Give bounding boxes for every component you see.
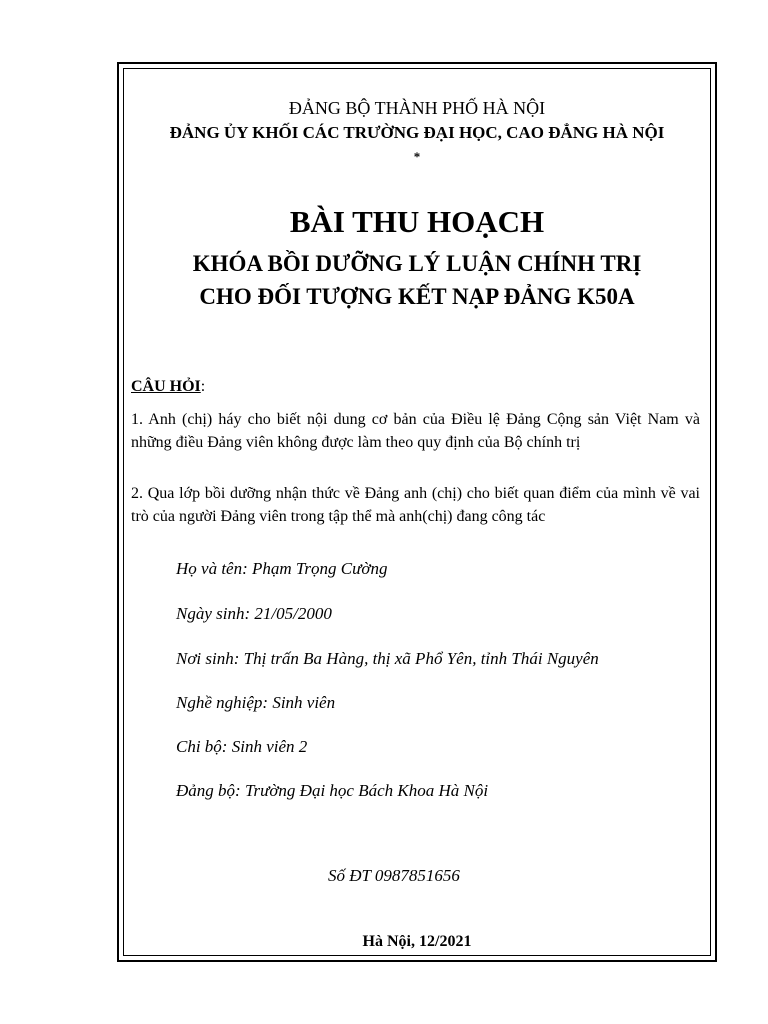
questions-heading-colon: :: [200, 378, 206, 395]
student-party-unit: Đảng bộ: Trường Đại học Bách Khoa Hà Nội: [176, 781, 489, 800]
questions-heading: [131, 378, 205, 396]
student-occupation: Nghề nghiệp: Sinh viên: [176, 693, 336, 712]
student-phone: Số ĐT 0987851656: [328, 866, 460, 885]
page-border-inner: [123, 68, 711, 956]
footer-place-date: Hà Nội, 12/2021: [362, 933, 472, 950]
header-star: *: [413, 149, 421, 164]
document-subtitle-line1: KHÓA BỒI DƯỠNG LÝ LUẬN CHÍNH TRỊ: [192, 251, 642, 276]
page-border-outer: [117, 62, 717, 962]
student-party-cell: Chi bộ: Sinh viên 2: [176, 737, 308, 756]
header-party-bloc: ĐẢNG ỦY KHỐI CÁC TRƯỜNG ĐẠI HỌC, CAO ĐẲNG HÀ NỘI: [169, 123, 665, 142]
question-1: 1. Anh (chị) háy cho biết nội dung cơ bản của Điều lệ Đảng Cộng sản Việt Nam và những điều Đảng viên không được làm theo quy định của Bộ chính trị: [131, 411, 700, 451]
question-2: 2. Qua lớp bồi dưỡng nhận thức về Đảng anh (chị) cho biết quan điểm của mình về vai trò của người Đảng viên trong tập thể mà anh(chị) đang công tác: [131, 485, 700, 525]
student-birthplace: Nơi sinh: Thị trấn Ba Hàng, thị xã Phổ Yên, tỉnh Thái Nguyên: [176, 649, 599, 668]
student-dob: Ngày sinh: 21/05/2000: [176, 604, 332, 623]
document-subtitle-line2: CHO ĐỐI TƯỢNG KẾT NẠP ĐẢNG K50A: [199, 284, 635, 309]
questions-heading-label: CÂU HỎI: [131, 378, 201, 395]
document-title: BÀI THU HOẠCH: [289, 204, 545, 239]
student-name: Họ và tên: Phạm Trọng Cường: [176, 559, 388, 578]
header-party-committee: ĐẢNG BỘ THÀNH PHỐ HÀ NỘI: [288, 98, 546, 118]
